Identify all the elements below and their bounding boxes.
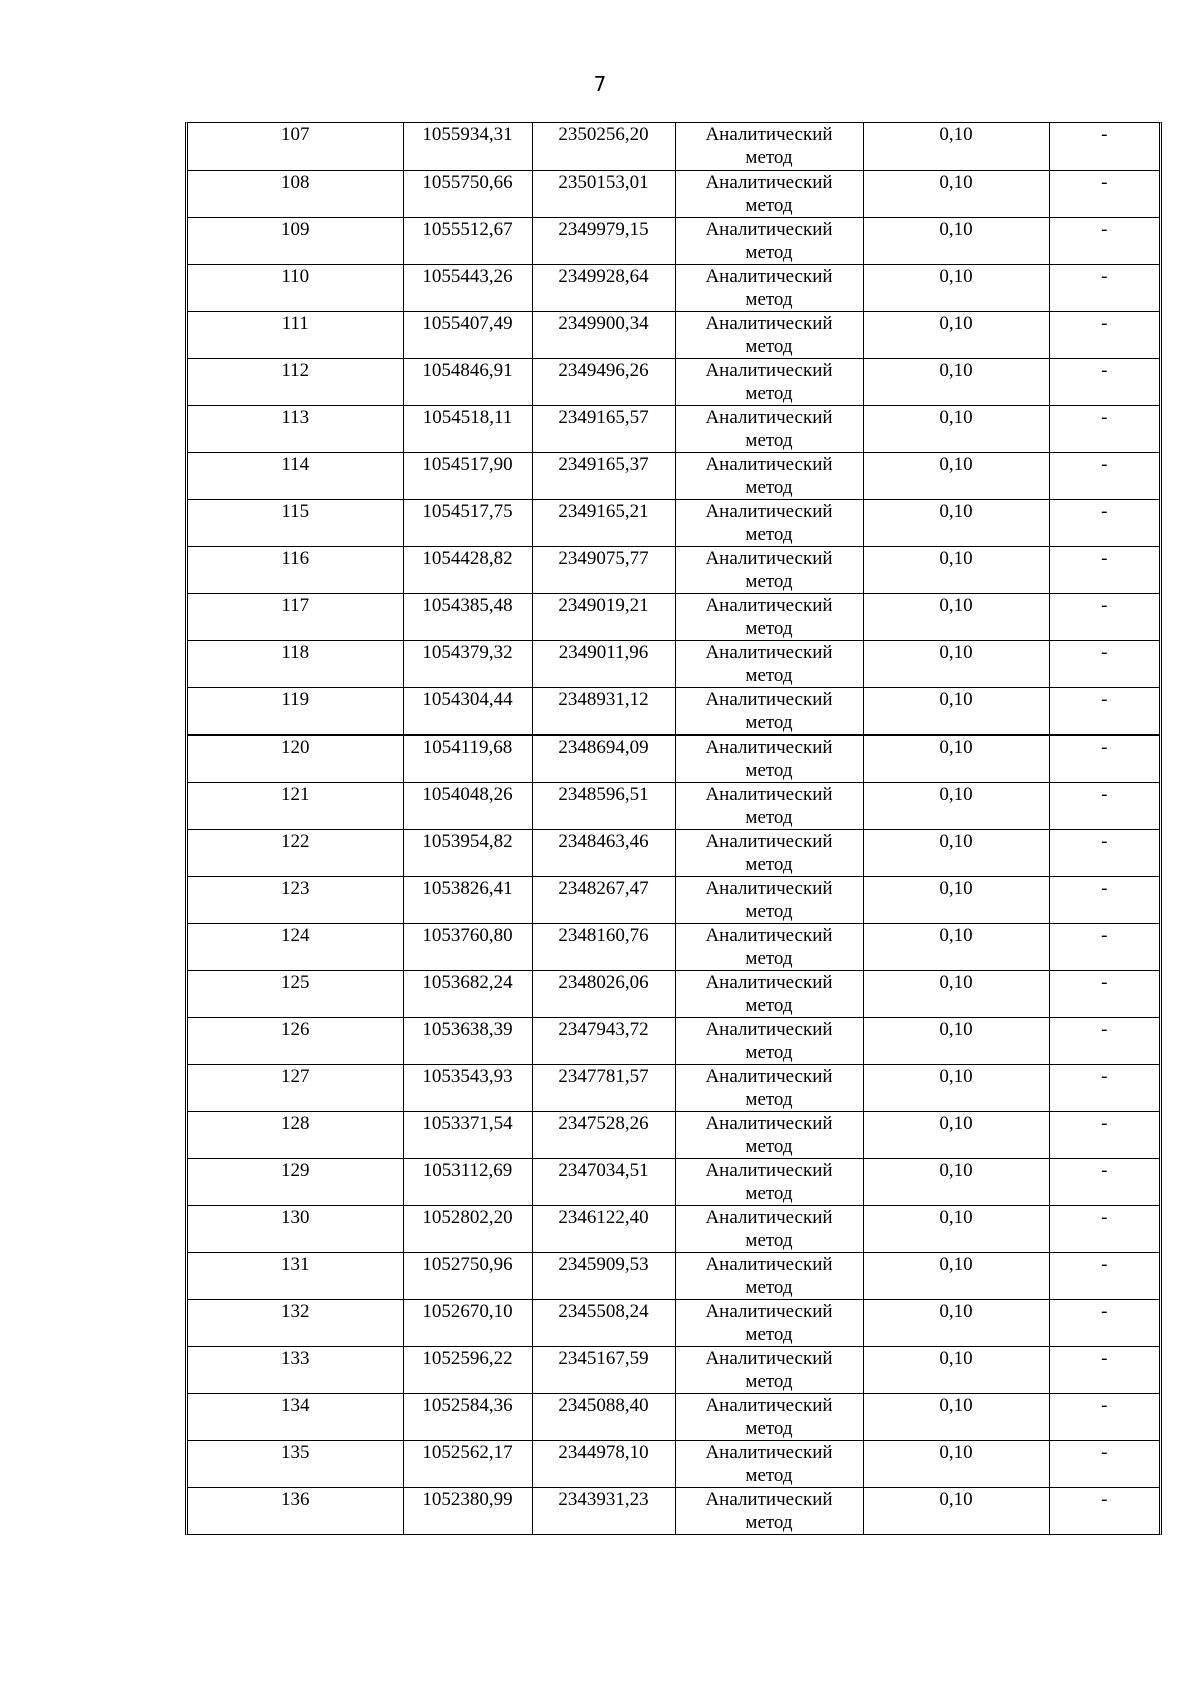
method-line-2: метод bbox=[745, 994, 793, 1016]
point-number-cell: 123 bbox=[188, 876, 403, 923]
method-line-2: метод bbox=[745, 1511, 793, 1533]
point-number-cell: 117 bbox=[188, 593, 403, 640]
x-coordinate-cell: 1055934,31 bbox=[403, 123, 532, 170]
method-line-1: Аналитический bbox=[705, 406, 833, 428]
accuracy-cell: 0,10 bbox=[863, 123, 1049, 170]
method-line-1: Аналитический bbox=[705, 641, 833, 663]
point-number-cell: 127 bbox=[188, 1064, 403, 1111]
table-row bbox=[188, 1158, 1159, 1205]
note-cell: - bbox=[1049, 923, 1159, 970]
method-cell bbox=[675, 1346, 863, 1393]
note-cell: - bbox=[1049, 1111, 1159, 1158]
table-row bbox=[188, 782, 1159, 829]
table-row bbox=[188, 970, 1159, 1017]
note-cell: - bbox=[1049, 970, 1159, 1017]
point-number-cell: 113 bbox=[188, 405, 403, 452]
y-coordinate-cell: 2349900,34 bbox=[532, 311, 675, 358]
accuracy-cell: 0,10 bbox=[863, 546, 1049, 593]
accuracy-cell: 0,10 bbox=[863, 970, 1049, 1017]
method-line-1: Аналитический bbox=[705, 1159, 833, 1181]
page-number: 7 bbox=[593, 72, 607, 96]
accuracy-cell: 0,10 bbox=[863, 1299, 1049, 1346]
accuracy-cell: 0,10 bbox=[863, 264, 1049, 311]
method-cell bbox=[675, 1487, 863, 1534]
accuracy-cell: 0,10 bbox=[863, 1440, 1049, 1487]
x-coordinate-cell: 1052562,17 bbox=[403, 1440, 532, 1487]
x-coordinate-cell: 1052670,10 bbox=[403, 1299, 532, 1346]
point-number-cell: 111 bbox=[188, 311, 403, 358]
point-number-cell: 118 bbox=[188, 640, 403, 687]
point-number-cell: 134 bbox=[188, 1393, 403, 1440]
method-line-2: метод bbox=[745, 1464, 793, 1486]
note-cell: - bbox=[1049, 1205, 1159, 1252]
method-cell bbox=[675, 217, 863, 264]
table-row bbox=[188, 358, 1159, 405]
table-row bbox=[188, 1487, 1159, 1534]
y-coordinate-cell: 2348267,47 bbox=[532, 876, 675, 923]
table-row bbox=[188, 1111, 1159, 1158]
method-cell bbox=[675, 782, 863, 829]
method-line-1: Аналитический bbox=[705, 924, 833, 946]
point-number-cell: 133 bbox=[188, 1346, 403, 1393]
point-number-cell: 128 bbox=[188, 1111, 403, 1158]
table-row bbox=[188, 640, 1159, 687]
method-line-1: Аналитический bbox=[705, 1206, 833, 1228]
point-number-cell: 114 bbox=[188, 452, 403, 499]
accuracy-cell: 0,10 bbox=[863, 829, 1049, 876]
method-line-1: Аналитический bbox=[705, 1112, 833, 1134]
method-cell bbox=[675, 876, 863, 923]
method-line-1: Аналитический bbox=[705, 171, 833, 193]
y-coordinate-cell: 2348160,76 bbox=[532, 923, 675, 970]
method-line-1: Аналитический bbox=[705, 688, 833, 710]
method-line-1: Аналитический bbox=[705, 1394, 833, 1416]
method-cell bbox=[675, 1064, 863, 1111]
method-line-2: метод bbox=[745, 806, 793, 828]
note-cell: - bbox=[1049, 452, 1159, 499]
table-row bbox=[188, 1252, 1159, 1299]
y-coordinate-cell: 2348931,12 bbox=[532, 687, 675, 735]
accuracy-cell: 0,10 bbox=[863, 1205, 1049, 1252]
y-coordinate-cell: 2349979,15 bbox=[532, 217, 675, 264]
point-number-cell: 125 bbox=[188, 970, 403, 1017]
method-line-2: метод bbox=[745, 1229, 793, 1251]
method-line-2: метод bbox=[745, 570, 793, 592]
method-line-2: метод bbox=[745, 617, 793, 639]
point-number-cell: 110 bbox=[188, 264, 403, 311]
y-coordinate-cell: 2345167,59 bbox=[532, 1346, 675, 1393]
method-line-2: метод bbox=[745, 1135, 793, 1157]
method-line-2: метод bbox=[745, 382, 793, 404]
x-coordinate-cell: 1052750,96 bbox=[403, 1252, 532, 1299]
method-line-2: метод bbox=[745, 194, 793, 216]
x-coordinate-cell: 1054518,11 bbox=[403, 405, 532, 452]
accuracy-cell: 0,10 bbox=[863, 687, 1049, 735]
x-coordinate-cell: 1054428,82 bbox=[403, 546, 532, 593]
x-coordinate-cell: 1053826,41 bbox=[403, 876, 532, 923]
x-coordinate-cell: 1054517,90 bbox=[403, 452, 532, 499]
method-cell bbox=[675, 311, 863, 358]
table-row bbox=[188, 1064, 1159, 1111]
note-cell: - bbox=[1049, 264, 1159, 311]
table-row bbox=[188, 1440, 1159, 1487]
y-coordinate-cell: 2348026,06 bbox=[532, 970, 675, 1017]
table-row bbox=[188, 170, 1159, 217]
y-coordinate-cell: 2349011,96 bbox=[532, 640, 675, 687]
note-cell: - bbox=[1049, 1393, 1159, 1440]
point-number-cell: 131 bbox=[188, 1252, 403, 1299]
method-cell bbox=[675, 687, 863, 735]
point-number-cell: 130 bbox=[188, 1205, 403, 1252]
point-number-cell: 119 bbox=[188, 687, 403, 735]
y-coordinate-cell: 2350153,01 bbox=[532, 170, 675, 217]
y-coordinate-cell: 2349496,26 bbox=[532, 358, 675, 405]
x-coordinate-cell: 1053760,80 bbox=[403, 923, 532, 970]
coordinates-table bbox=[188, 123, 1159, 1534]
method-line-2: метод bbox=[745, 1323, 793, 1345]
method-line-1: Аналитический bbox=[705, 312, 833, 334]
method-cell bbox=[675, 1252, 863, 1299]
x-coordinate-cell: 1054385,48 bbox=[403, 593, 532, 640]
method-line-1: Аналитический bbox=[705, 453, 833, 475]
note-cell: - bbox=[1049, 311, 1159, 358]
note-cell: - bbox=[1049, 1440, 1159, 1487]
table-row bbox=[188, 452, 1159, 499]
method-cell bbox=[675, 405, 863, 452]
x-coordinate-cell: 1052584,36 bbox=[403, 1393, 532, 1440]
accuracy-cell: 0,10 bbox=[863, 593, 1049, 640]
accuracy-cell: 0,10 bbox=[863, 1346, 1049, 1393]
method-line-2: метод bbox=[745, 1370, 793, 1392]
method-line-1: Аналитический bbox=[705, 594, 833, 616]
y-coordinate-cell: 2349019,21 bbox=[532, 593, 675, 640]
method-line-2: метод bbox=[745, 288, 793, 310]
accuracy-cell: 0,10 bbox=[863, 782, 1049, 829]
x-coordinate-cell: 1055512,67 bbox=[403, 217, 532, 264]
method-line-1: Аналитический bbox=[705, 1065, 833, 1087]
table-row bbox=[188, 311, 1159, 358]
method-cell bbox=[675, 593, 863, 640]
point-number-cell: 115 bbox=[188, 499, 403, 546]
accuracy-cell: 0,10 bbox=[863, 170, 1049, 217]
y-coordinate-cell: 2345508,24 bbox=[532, 1299, 675, 1346]
method-line-2: метод bbox=[745, 476, 793, 498]
point-number-cell: 126 bbox=[188, 1017, 403, 1064]
accuracy-cell: 0,10 bbox=[863, 640, 1049, 687]
table-row bbox=[188, 1299, 1159, 1346]
method-cell bbox=[675, 1393, 863, 1440]
x-coordinate-cell: 1054048,26 bbox=[403, 782, 532, 829]
accuracy-cell: 0,10 bbox=[863, 405, 1049, 452]
method-line-1: Аналитический bbox=[705, 1253, 833, 1275]
x-coordinate-cell: 1055407,49 bbox=[403, 311, 532, 358]
y-coordinate-cell: 2349165,21 bbox=[532, 499, 675, 546]
accuracy-cell: 0,10 bbox=[863, 217, 1049, 264]
table-row bbox=[188, 923, 1159, 970]
method-line-2: метод bbox=[745, 523, 793, 545]
method-line-2: метод bbox=[745, 947, 793, 969]
point-number-cell: 129 bbox=[188, 1158, 403, 1205]
accuracy-cell: 0,10 bbox=[863, 1017, 1049, 1064]
table-row bbox=[188, 499, 1159, 546]
y-coordinate-cell: 2344978,10 bbox=[532, 1440, 675, 1487]
method-cell bbox=[675, 1205, 863, 1252]
method-line-2: метод bbox=[745, 1041, 793, 1063]
point-number-cell: 136 bbox=[188, 1487, 403, 1534]
method-cell bbox=[675, 1111, 863, 1158]
point-number-cell: 108 bbox=[188, 170, 403, 217]
accuracy-cell: 0,10 bbox=[863, 499, 1049, 546]
y-coordinate-cell: 2349165,37 bbox=[532, 452, 675, 499]
accuracy-cell: 0,10 bbox=[863, 358, 1049, 405]
note-cell: - bbox=[1049, 1017, 1159, 1064]
method-line-1: Аналитический bbox=[705, 1300, 833, 1322]
method-cell bbox=[675, 1158, 863, 1205]
x-coordinate-cell: 1054119,68 bbox=[403, 735, 532, 783]
method-line-1: Аналитический bbox=[705, 783, 833, 805]
method-line-2: метод bbox=[745, 1417, 793, 1439]
method-cell bbox=[675, 358, 863, 405]
method-line-1: Аналитический bbox=[705, 500, 833, 522]
note-cell: - bbox=[1049, 593, 1159, 640]
table-row bbox=[188, 546, 1159, 593]
x-coordinate-cell: 1053954,82 bbox=[403, 829, 532, 876]
table-row bbox=[188, 735, 1159, 783]
accuracy-cell: 0,10 bbox=[863, 735, 1049, 783]
method-line-1: Аналитический bbox=[705, 877, 833, 899]
table-row bbox=[188, 876, 1159, 923]
table-row bbox=[188, 687, 1159, 735]
method-line-2: метод bbox=[745, 664, 793, 686]
method-cell bbox=[675, 970, 863, 1017]
x-coordinate-cell: 1052380,99 bbox=[403, 1487, 532, 1534]
note-cell: - bbox=[1049, 170, 1159, 217]
method-cell bbox=[675, 452, 863, 499]
y-coordinate-cell: 2347528,26 bbox=[532, 1111, 675, 1158]
point-number-cell: 132 bbox=[188, 1299, 403, 1346]
y-coordinate-cell: 2348694,09 bbox=[532, 735, 675, 783]
note-cell: - bbox=[1049, 1252, 1159, 1299]
note-cell: - bbox=[1049, 1346, 1159, 1393]
point-number-cell: 107 bbox=[188, 123, 403, 170]
accuracy-cell: 0,10 bbox=[863, 452, 1049, 499]
x-coordinate-cell: 1053543,93 bbox=[403, 1064, 532, 1111]
x-coordinate-cell: 1054304,44 bbox=[403, 687, 532, 735]
method-cell bbox=[675, 1299, 863, 1346]
note-cell: - bbox=[1049, 640, 1159, 687]
note-cell: - bbox=[1049, 358, 1159, 405]
method-cell bbox=[675, 1440, 863, 1487]
point-number-cell: 112 bbox=[188, 358, 403, 405]
method-line-1: Аналитический bbox=[705, 218, 833, 240]
point-number-cell: 120 bbox=[188, 735, 403, 783]
accuracy-cell: 0,10 bbox=[863, 1487, 1049, 1534]
accuracy-cell: 0,10 bbox=[863, 1111, 1049, 1158]
method-line-2: метод bbox=[745, 335, 793, 357]
note-cell: - bbox=[1049, 1299, 1159, 1346]
x-coordinate-cell: 1054517,75 bbox=[403, 499, 532, 546]
y-coordinate-cell: 2347034,51 bbox=[532, 1158, 675, 1205]
method-line-2: метод bbox=[745, 853, 793, 875]
accuracy-cell: 0,10 bbox=[863, 876, 1049, 923]
method-line-2: метод bbox=[745, 1182, 793, 1204]
y-coordinate-cell: 2343931,23 bbox=[532, 1487, 675, 1534]
x-coordinate-cell: 1055750,66 bbox=[403, 170, 532, 217]
method-line-1: Аналитический bbox=[705, 265, 833, 287]
method-cell bbox=[675, 735, 863, 783]
method-line-1: Аналитический bbox=[705, 124, 833, 145]
point-number-cell: 135 bbox=[188, 1440, 403, 1487]
note-cell: - bbox=[1049, 687, 1159, 735]
x-coordinate-cell: 1052596,22 bbox=[403, 1346, 532, 1393]
point-number-cell: 124 bbox=[188, 923, 403, 970]
method-line-1: Аналитический bbox=[705, 1347, 833, 1369]
method-line-2: метод bbox=[745, 711, 793, 733]
note-cell: - bbox=[1049, 1487, 1159, 1534]
method-line-2: метод bbox=[745, 900, 793, 922]
x-coordinate-cell: 1055443,26 bbox=[403, 264, 532, 311]
note-cell: - bbox=[1049, 782, 1159, 829]
method-line-1: Аналитический bbox=[705, 359, 833, 381]
note-cell: - bbox=[1049, 405, 1159, 452]
method-cell bbox=[675, 123, 863, 170]
y-coordinate-cell: 2349928,64 bbox=[532, 264, 675, 311]
y-coordinate-cell: 2349165,57 bbox=[532, 405, 675, 452]
method-line-2: метод bbox=[745, 241, 793, 263]
x-coordinate-cell: 1054846,91 bbox=[403, 358, 532, 405]
accuracy-cell: 0,10 bbox=[863, 311, 1049, 358]
note-cell: - bbox=[1049, 123, 1159, 170]
method-line-1: Аналитический bbox=[705, 1488, 833, 1510]
method-line-1: Аналитический bbox=[705, 1441, 833, 1463]
y-coordinate-cell: 2347943,72 bbox=[532, 1017, 675, 1064]
method-line-2: метод bbox=[745, 759, 793, 781]
y-coordinate-cell: 2347781,57 bbox=[532, 1064, 675, 1111]
x-coordinate-cell: 1053638,39 bbox=[403, 1017, 532, 1064]
table-row bbox=[188, 1346, 1159, 1393]
method-cell bbox=[675, 829, 863, 876]
method-line-1: Аналитический bbox=[705, 971, 833, 993]
accuracy-cell: 0,10 bbox=[863, 923, 1049, 970]
method-line-1: Аналитический bbox=[705, 547, 833, 569]
note-cell: - bbox=[1049, 1064, 1159, 1111]
table-row bbox=[188, 217, 1159, 264]
table-row bbox=[188, 593, 1159, 640]
accuracy-cell: 0,10 bbox=[863, 1393, 1049, 1440]
method-cell bbox=[675, 640, 863, 687]
table-row bbox=[188, 1393, 1159, 1440]
method-line-2: метод bbox=[745, 147, 793, 168]
x-coordinate-cell: 1053371,54 bbox=[403, 1111, 532, 1158]
y-coordinate-cell: 2348596,51 bbox=[532, 782, 675, 829]
method-line-1: Аналитический bbox=[705, 1018, 833, 1040]
method-cell bbox=[675, 170, 863, 217]
x-coordinate-cell: 1054379,32 bbox=[403, 640, 532, 687]
method-line-2: метод bbox=[745, 1276, 793, 1298]
coordinates-table-container bbox=[185, 122, 1162, 1535]
method-line-2: метод bbox=[745, 1088, 793, 1110]
note-cell: - bbox=[1049, 546, 1159, 593]
table-row bbox=[188, 1017, 1159, 1064]
y-coordinate-cell: 2345909,53 bbox=[532, 1252, 675, 1299]
x-coordinate-cell: 1053112,69 bbox=[403, 1158, 532, 1205]
accuracy-cell: 0,10 bbox=[863, 1158, 1049, 1205]
note-cell: - bbox=[1049, 876, 1159, 923]
y-coordinate-cell: 2346122,40 bbox=[532, 1205, 675, 1252]
table-row bbox=[188, 829, 1159, 876]
x-coordinate-cell: 1053682,24 bbox=[403, 970, 532, 1017]
method-line-1: Аналитический bbox=[705, 830, 833, 852]
x-coordinate-cell: 1052802,20 bbox=[403, 1205, 532, 1252]
accuracy-cell: 0,10 bbox=[863, 1064, 1049, 1111]
y-coordinate-cell: 2350256,20 bbox=[532, 123, 675, 170]
method-cell bbox=[675, 499, 863, 546]
table-row bbox=[188, 1205, 1159, 1252]
table-body bbox=[188, 123, 1159, 1534]
table-row bbox=[188, 405, 1159, 452]
note-cell: - bbox=[1049, 1158, 1159, 1205]
table-row bbox=[188, 123, 1159, 170]
method-cell bbox=[675, 1017, 863, 1064]
point-number-cell: 122 bbox=[188, 829, 403, 876]
note-cell: - bbox=[1049, 829, 1159, 876]
point-number-cell: 109 bbox=[188, 217, 403, 264]
method-cell bbox=[675, 264, 863, 311]
method-cell bbox=[675, 923, 863, 970]
note-cell: - bbox=[1049, 499, 1159, 546]
note-cell: - bbox=[1049, 217, 1159, 264]
y-coordinate-cell: 2345088,40 bbox=[532, 1393, 675, 1440]
point-number-cell: 116 bbox=[188, 546, 403, 593]
method-line-2: метод bbox=[745, 429, 793, 451]
y-coordinate-cell: 2348463,46 bbox=[532, 829, 675, 876]
y-coordinate-cell: 2349075,77 bbox=[532, 546, 675, 593]
accuracy-cell: 0,10 bbox=[863, 1252, 1049, 1299]
method-line-1: Аналитический bbox=[705, 736, 833, 758]
table-row bbox=[188, 264, 1159, 311]
method-cell bbox=[675, 546, 863, 593]
note-cell: - bbox=[1049, 735, 1159, 783]
point-number-cell: 121 bbox=[188, 782, 403, 829]
